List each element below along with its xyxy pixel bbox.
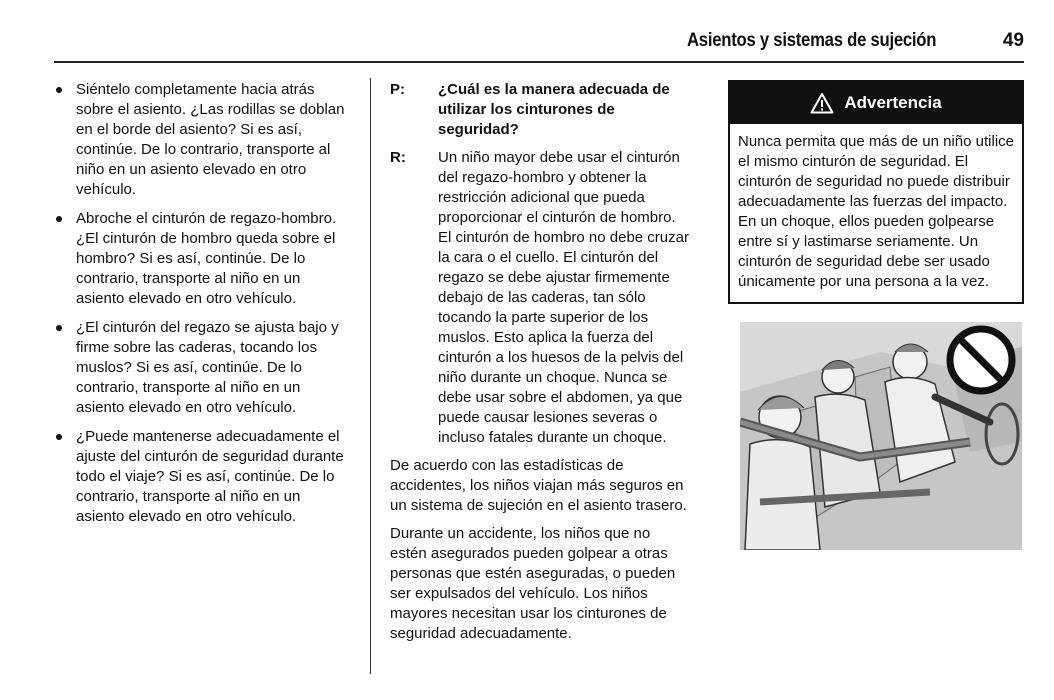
column-divider <box>370 78 371 674</box>
bullet-icon <box>56 434 62 440</box>
seat-belt-illustration <box>740 322 1022 550</box>
warning-title: Advertencia <box>844 93 942 112</box>
bullet-icon <box>56 87 62 93</box>
qa-column <box>390 80 690 652</box>
question-row <box>390 80 690 140</box>
question-text: ¿Cuál es la manera adecuada de utilizar los cinturones de seguridad? <box>438 81 670 138</box>
list-item <box>54 427 352 527</box>
answer-tag: R: <box>390 149 406 166</box>
bullet-list <box>54 80 352 536</box>
bullet-icon <box>56 325 62 331</box>
paragraph-accident: Durante un accidente, los niños que no estén asegurados pueden golpear a otras personas que estén aseguradas, o pueden ser expulsados del vehículo. Los niños mayores necesitan usar los cinturones de seguridad adecuadamente. <box>390 525 676 642</box>
answer-text: Un niño mayor debe usar el cinturón del regazo-hombro y obtener la restricción adicional que pueda proporcionar el cinturón de hombro. El cinturón de hombro no debe cruzar la cara o el cuello. El cinturón del regazo se debe ajustar firmemente debajo de las caderas, tan sólo tocando la parte superior de los muslos. Esto aplica la fuerza del cinturón a los huesos de la pelvis del niño durante un choque. Nunca se debe usar sobre el abdomen, ya que puede causar lesiones severas o incluso fatales durante un choque. <box>438 149 689 446</box>
bullet-text: Abroche el cinturón de regazo-hombro. ¿El cinturón de hombro queda sobre el hombro? Si es así, continúe. De lo contrario, transporte al niño en un asiento elevado en otro vehículo. <box>76 210 337 307</box>
list-item <box>54 318 352 418</box>
bullet-icon <box>56 216 62 222</box>
warning-box <box>728 80 1024 304</box>
bullet-text: ¿El cinturón del regazo se ajusta bajo y firme sobre las caderas, tocando los muslos? Si es así, continúe. De lo contrario, transporte al niño en un asiento elevado en otro vehículo. <box>76 319 339 416</box>
warning-text: Nunca permita que más de un niño utilice el mismo cinturón de seguridad. El cinturón de seguridad no puede distribuir adecuadamente las fuerzas del impacto. En un choque, ellos pueden golpearse entre sí y lastimarse seriamente. Un cinturón de seguridad debe ser usado únicamente por una persona a la vez. <box>738 133 1014 290</box>
page-number: 49 <box>1002 30 1024 51</box>
warning-triangle-icon <box>810 92 834 114</box>
answer-row <box>390 148 690 448</box>
warning-header <box>730 82 1022 124</box>
prohibited-icon <box>950 329 1012 391</box>
list-item <box>54 209 352 309</box>
header-title: Asientos y sistemas de sujeción <box>686 30 936 51</box>
list-item <box>54 80 352 200</box>
header-rule <box>54 61 1024 63</box>
question-tag: P: <box>390 81 405 98</box>
bullet-text: ¿Puede mantenerse adecuadamente el ajuste del cinturón de seguridad durante todo el viaje? Si es así, continúe. De lo contrario, transporte al niño en un asiento elevado en otro vehículo. <box>76 428 344 525</box>
bullet-text: Siéntelo completamente hacia atrás sobre el asiento. ¿Las rodillas se doblan en el borde del asiento? Si es así, continúe. De lo contrario, transporte al niño en un asiento elevado en otro vehículo. <box>76 81 345 198</box>
paragraph-statistics: De acuerdo con las estadísticas de accidentes, los niños viajan más seguros en un sistema de sujeción en el asiento trasero. <box>390 457 687 514</box>
